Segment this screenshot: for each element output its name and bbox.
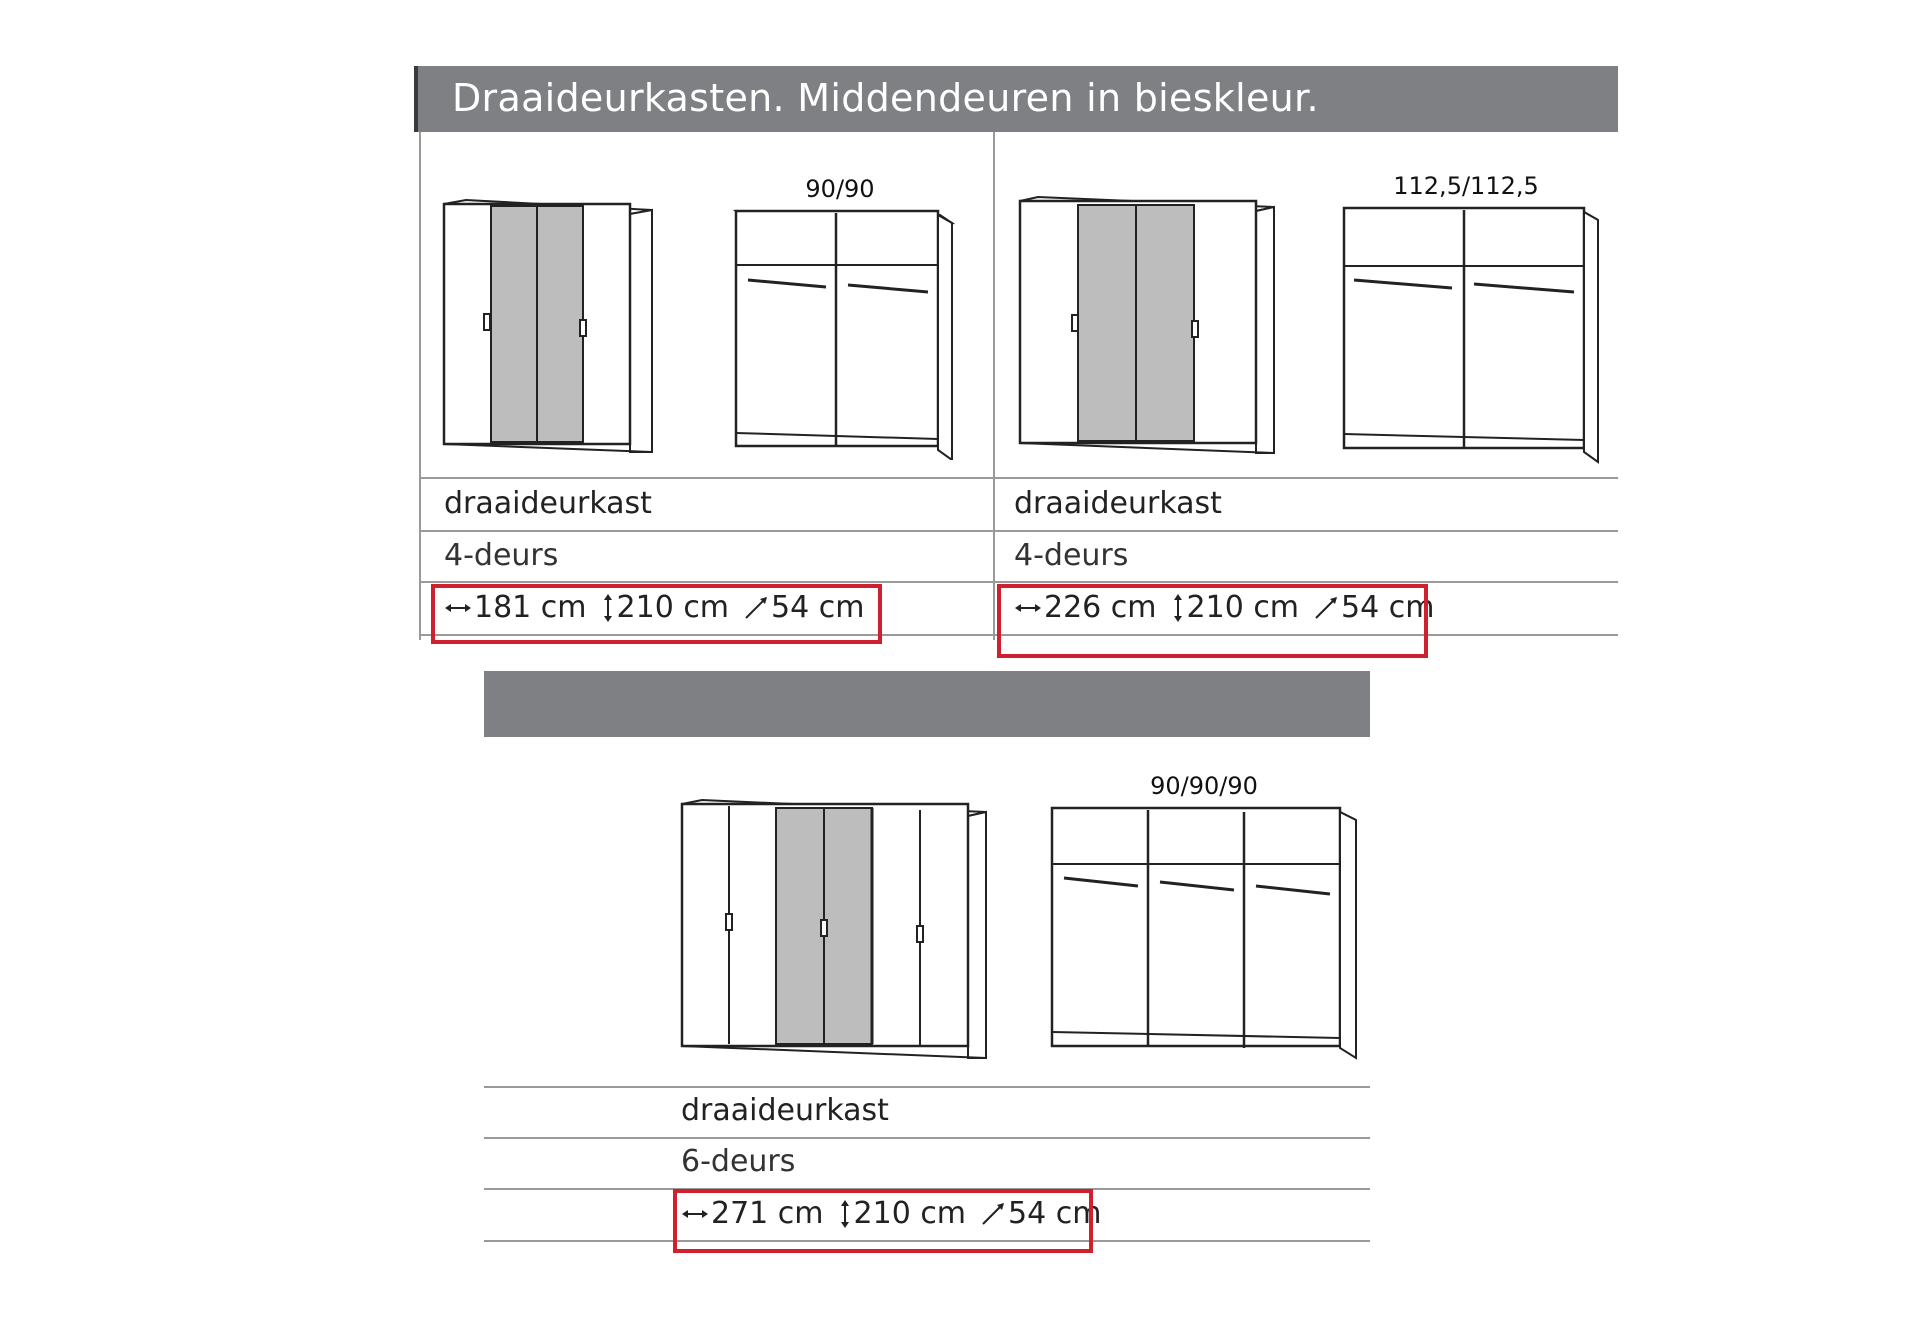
depth-value: 54 cm: [771, 590, 865, 625]
ratio-label: 90/90/90: [1150, 772, 1258, 800]
wardrobe-open-diagram: [1044, 770, 1362, 1060]
product-variant: 4-deurs: [444, 538, 559, 573]
wardrobe-closed-diagram: [678, 796, 990, 1060]
product-name: draaideurkast: [681, 1093, 889, 1128]
dimensions-highlight-box: [431, 584, 882, 644]
dimensions-highlight-box: [673, 1189, 1093, 1253]
width-value: 271 cm: [711, 1196, 824, 1231]
width-value: 181 cm: [474, 590, 587, 625]
wardrobe-open-diagram: [728, 175, 963, 460]
row-divider: [419, 477, 1618, 479]
product-variant: 4-deurs: [1014, 538, 1129, 573]
wardrobe-open-diagram: [1336, 172, 1604, 464]
depth-value: 54 cm: [1341, 590, 1435, 625]
wardrobe-closed-diagram: [440, 196, 660, 454]
row-divider: [484, 1137, 1370, 1139]
dimensions-highlight-box: [997, 584, 1428, 658]
height-value: 210 cm: [616, 590, 730, 625]
table-column-divider: [993, 132, 995, 640]
wardrobe-closed-diagram: [1016, 193, 1278, 455]
depth-value: 54 cm: [1008, 1196, 1102, 1231]
ratio-label: 90/90: [805, 175, 875, 203]
height-value: 210 cm: [1186, 590, 1300, 625]
section-title: Draaideurkasten. Middendeuren in bieskleur.: [452, 76, 1319, 120]
product-name: draaideurkast: [1014, 486, 1222, 521]
product-variant: 6-deurs: [681, 1144, 796, 1179]
width-value: 226 cm: [1044, 590, 1157, 625]
product-name: draaideurkast: [444, 486, 652, 521]
section-header-blank: [484, 671, 1370, 737]
row-divider: [419, 581, 1618, 583]
height-value: 210 cm: [853, 1196, 967, 1231]
section-header: [414, 66, 1618, 132]
header-accent: [414, 66, 418, 132]
row-divider: [419, 530, 1618, 532]
ratio-label: 112,5/112,5: [1393, 172, 1539, 200]
row-divider: [484, 1086, 1370, 1088]
table-left-border: [419, 132, 421, 640]
